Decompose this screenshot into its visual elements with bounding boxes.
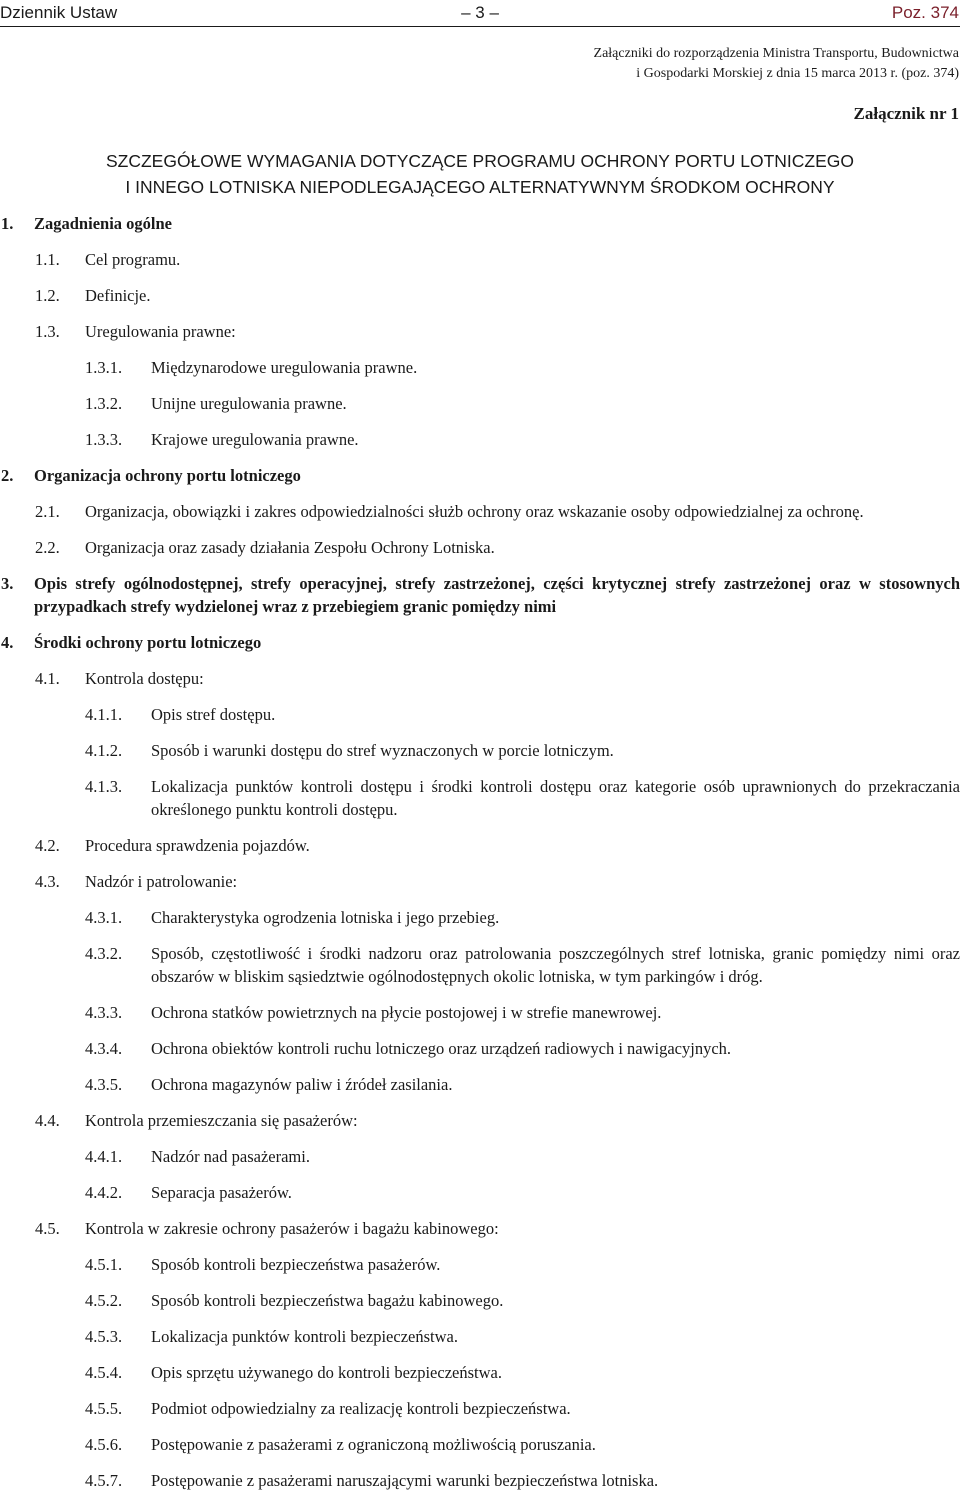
outline-item-level-1 — [0, 631, 960, 654]
outline-item-level-3 — [0, 942, 960, 988]
outline-item-level-3 — [0, 1361, 960, 1384]
outline-item-level-3 — [0, 428, 960, 451]
title-line-2: I INNEGO LOTNISKA NIEPODLEGAJĄCEGO ALTERNATYWNYM ŚRODKOM OCHRONY — [125, 177, 835, 197]
document-title — [0, 148, 960, 200]
outline-item-level-2 — [0, 284, 960, 307]
item-text: Uregulowania prawne: — [85, 322, 236, 341]
item-text: Międzynarodowe uregulowania prawne. — [151, 358, 418, 377]
item-text: Środki ochrony portu lotniczego — [34, 633, 262, 652]
item-number: 4.5. — [35, 1219, 60, 1238]
item-text: Lokalizacja punktów kontroli dostępu i środki kontroli dostępu oraz kategorie osób uprawnionych do przekraczania określonego punktu kontroli dostępu. — [151, 777, 960, 819]
outline-item-level-3 — [0, 739, 960, 762]
outline-item-level-3 — [0, 1325, 960, 1348]
item-text: Lokalizacja punktów kontroli bezpieczeństwa. — [151, 1327, 458, 1346]
outline-item-level-3 — [0, 1037, 960, 1060]
item-text: Kontrola dostępu: — [85, 669, 204, 688]
item-text: Opis sprzętu używanego do kontroli bezpieczeństwa. — [151, 1363, 502, 1382]
item-text: Organizacja oraz zasady działania Zespołu Ochrony Lotniska. — [85, 538, 495, 557]
outline-item-level-3 — [0, 1469, 960, 1492]
item-text: Ochrona obiektów kontroli ruchu lotniczego oraz urządzeń radiowych i nawigacyjnych. — [151, 1039, 732, 1058]
outline-item-level-3 — [0, 1145, 960, 1168]
item-text: Postępowanie z pasażerami z ograniczoną możliwością poruszania. — [151, 1435, 596, 1454]
item-text: Ochrona statków powietrznych na płycie postojowej i w strefie manewrowej. — [151, 1003, 662, 1022]
item-text: Sposób kontroli bezpieczeństwa bagażu kabinowego. — [151, 1291, 504, 1310]
item-number: 4.5.1. — [85, 1255, 123, 1274]
item-number: 1.2. — [35, 286, 60, 305]
outline-item-level-2 — [0, 248, 960, 271]
item-number: 3. — [1, 574, 14, 593]
item-text: Unijne uregulowania prawne. — [151, 394, 347, 413]
item-number: 4.5.3. — [85, 1327, 123, 1346]
item-number: 2.2. — [35, 538, 60, 557]
item-number: 4.3. — [35, 872, 60, 891]
item-text: Kontrola w zakresie ochrony pasażerów i bagażu kabinowego: — [85, 1219, 499, 1238]
item-text: Organizacja, obowiązki i zakres odpowiedzialności służb ochrony oraz wskazanie osoby odpowiedzialnej za ochronę. — [85, 502, 864, 521]
item-number: 4.4. — [35, 1111, 60, 1130]
item-number: 4.2. — [35, 836, 60, 855]
item-number: 4.4.2. — [85, 1183, 123, 1202]
item-text: Nadzór nad pasażerami. — [151, 1147, 310, 1166]
item-number: 4.3.5. — [85, 1075, 123, 1094]
item-number: 4.5.4. — [85, 1363, 123, 1382]
annex-note — [594, 44, 959, 84]
outline-item-level-3 — [0, 1289, 960, 1312]
outline-item-level-2 — [0, 1217, 960, 1240]
item-number: 4.1. — [35, 669, 60, 688]
outline-item-level-3 — [0, 775, 960, 821]
outline-item-level-2 — [0, 536, 960, 559]
item-text: Sposób, częstotliwość i środki nadzoru oraz patrolowania poszczególnych stref lotniska, granic pomiędzy nimi oraz obszarów w bliskim sąsiedztwie ogólnodostępnych okolic lotniska, w tym parkingów i dróg. — [151, 944, 960, 986]
item-text: Sposób i warunki dostępu do stref wyznaczonych w porcie lotniczym. — [151, 741, 614, 760]
item-number: 1.3.3. — [85, 430, 123, 449]
item-text: Postępowanie z pasażerami naruszającymi warunki bezpieczeństwa lotniska. — [151, 1471, 659, 1490]
outline-item-level-1 — [0, 464, 960, 487]
page-number: – 3 – — [461, 3, 499, 22]
item-text: Procedura sprawdzenia pojazdów. — [85, 836, 310, 855]
outline-item-level-3 — [0, 392, 960, 415]
item-text: Definicje. — [85, 286, 151, 305]
outline-item-level-1 — [0, 572, 960, 618]
item-number: 4.5.7. — [85, 1471, 123, 1490]
item-number: 2. — [1, 466, 14, 485]
item-number: 2.1. — [35, 502, 60, 521]
item-number: 1.3.1. — [85, 358, 123, 377]
outline-list — [0, 212, 960, 1492]
annex-number: Załącznik nr 1 — [853, 104, 959, 123]
item-text: Nadzór i patrolowanie: — [85, 872, 238, 891]
item-number: 4.3.1. — [85, 908, 123, 927]
item-number: 4.3.4. — [85, 1039, 123, 1058]
outline-item-level-3 — [0, 1181, 960, 1204]
item-text: Krajowe uregulowania prawne. — [151, 430, 359, 449]
annex-note-line-1: Załączniki do rozporządzenia Ministra Transportu, Budownictwa — [593, 46, 959, 61]
item-text: Opis strefy ogólnodostępnej, strefy operacyjnej, strefy zastrzeżonej, części krytycznej strefy zastrzeżonej oraz w stosownych przypadkach strefy wydzielonej wraz z przebiegiem granic pomiędzy nimi — [34, 574, 960, 616]
outline-item-level-2 — [0, 667, 960, 690]
item-number: 4.4.1. — [85, 1147, 123, 1166]
outline-item-level-1 — [0, 212, 960, 235]
outline-item-level-3 — [0, 1001, 960, 1024]
position-number: Poz. 374 — [891, 3, 959, 22]
outline-item-level-3 — [0, 1073, 960, 1096]
outline-item-level-3 — [0, 356, 960, 379]
item-text: Charakterystyka ogrodzenia lotniska i jego przebieg. — [151, 908, 500, 927]
running-header — [0, 2, 960, 27]
outline-item-level-2 — [0, 834, 960, 857]
item-text: Podmiot odpowiedzialny za realizację kontroli bezpieczeństwa. — [151, 1399, 571, 1418]
item-text: Cel programu. — [85, 250, 181, 269]
outline-item-level-3 — [0, 703, 960, 726]
journal-name: Dziennik Ustaw — [0, 3, 118, 22]
item-number: 4.1.1. — [85, 705, 123, 724]
outline-item-level-3 — [0, 1433, 960, 1456]
annex-note-line-2: i Gospodarki Morskiej z dnia 15 marca 2013 r. (poz. 374) — [636, 66, 959, 81]
item-text: Kontrola przemieszczania się pasażerów: — [85, 1111, 358, 1130]
item-number: 4.5.6. — [85, 1435, 123, 1454]
item-text: Opis stref dostępu. — [151, 705, 276, 724]
item-number: 4.3.3. — [85, 1003, 123, 1022]
outline-item-level-2 — [0, 870, 960, 893]
item-number: 4.5.5. — [85, 1399, 123, 1418]
item-text: Sposób kontroli bezpieczeństwa pasażerów. — [151, 1255, 441, 1274]
item-number: 4.1.3. — [85, 777, 123, 796]
item-text: Separacja pasażerów. — [151, 1183, 292, 1202]
item-number: 4.5.2. — [85, 1291, 123, 1310]
item-number: 1.3. — [35, 322, 60, 341]
outline-item-level-2 — [0, 500, 960, 523]
item-number: 1. — [1, 214, 14, 233]
outline-item-level-2 — [0, 1109, 960, 1132]
item-number: 4. — [1, 633, 14, 652]
item-number: 1.1. — [35, 250, 60, 269]
item-text: Ochrona magazynów paliw i źródeł zasilania. — [151, 1075, 453, 1094]
outline-item-level-3 — [0, 1253, 960, 1276]
outline-item-level-2 — [0, 320, 960, 343]
item-number: 1.3.2. — [85, 394, 123, 413]
item-text: Organizacja ochrony portu lotniczego — [34, 466, 301, 485]
outline-item-level-3 — [0, 1397, 960, 1420]
item-number: 4.1.2. — [85, 741, 123, 760]
outline-item-level-3 — [0, 906, 960, 929]
item-number: 4.3.2. — [85, 944, 123, 963]
title-line-1: SZCZEGÓŁOWE WYMAGANIA DOTYCZĄCE PROGRAMU OCHRONY PORTU LOTNICZEGO — [105, 151, 855, 171]
item-text: Zagadnienia ogólne — [34, 214, 172, 233]
